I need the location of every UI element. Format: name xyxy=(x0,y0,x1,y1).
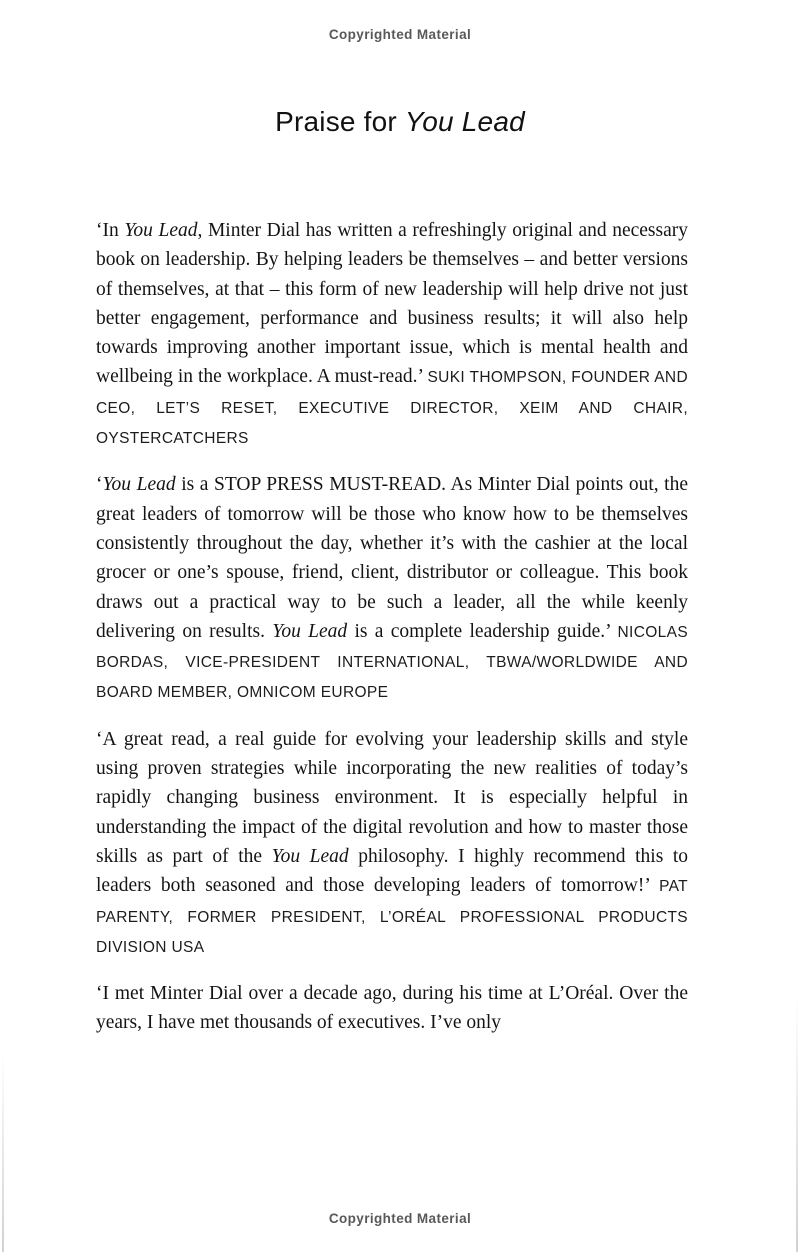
page-edge-left xyxy=(2,1052,4,1252)
quote-attribution: NICOLAS BORDAS, VICE-PRESIDENT INTERNATIONAL, TBWA/WORLDWIDE AND BOARD MEMBER, OMNICOM EUROPE xyxy=(96,623,689,702)
quote-text: ‘In xyxy=(96,220,125,241)
book-title-mention: You Lead xyxy=(272,620,348,642)
quote-attribution: SUKI THOMPSON, FOUNDER AND CEO, LET’S RESET, EXECUTIVE DIRECTOR, XEIM AND CHAIR, OYSTERCATCHERS xyxy=(96,369,688,448)
page-edge-right xyxy=(796,992,798,1252)
quote-attribution: PAT PARENTY, FORMER PRESIDENT, L’ORÉAL PROFESSIONAL PRODUCTS DIVISION USA xyxy=(96,878,688,956)
quote-text: ‘I met Minter Dial over a decade ago, during his time at L’Oréal. Over the years, I have met thousands of executives. I’ve only xyxy=(96,983,688,1034)
quote-text: ‘ xyxy=(96,474,103,496)
quote-text: philosophy. I highly recommend this to leaders both seasoned and those developing leaders of tomorrow!’ xyxy=(96,845,688,897)
praise-quote-4 xyxy=(96,979,688,1038)
quote-text: is a STOP PRESS MUST-READ. As Minter Dial points out, the great leaders of tomorrow will be those who know how to be themselves consistently throughout the day, whether it’s with the cashier at the local grocer or one’s spouse, friend, client, distributor or colleague. This book draws out a practical way to be such a leader, all the while keenly delivering on results. xyxy=(96,474,689,642)
quote-text: is a complete leadership guide.’ xyxy=(347,620,618,642)
praise-quote-3 xyxy=(96,725,688,962)
book-title-mention: You Lead xyxy=(102,474,176,496)
page-title-prefix: Praise for xyxy=(275,106,405,137)
copyright-notice-bottom: Copyrighted Material xyxy=(328,1211,472,1226)
book-title-mention: You Lead xyxy=(271,845,349,867)
copyright-notice-top: Copyrighted Material xyxy=(328,27,472,42)
praise-quote-2 xyxy=(96,470,688,707)
quote-text: , Minter Dial has written a refreshingly original and necessary book on leadership. By helping leaders be themselves – and better versions of themselves, at that – this form of new leadership will help drive not just better engagement, performance and business results; it will also help towards improving another important issue, which is mental health and wellbeing in the workplace. A must-read.’ xyxy=(96,220,688,388)
praise-quote-1 xyxy=(96,216,688,453)
book-title-mention: You Lead xyxy=(124,220,198,241)
page-title xyxy=(0,106,800,138)
quote-text: ‘A great read, a real guide for evolving your leadership skills and style using proven strategies while incorporating the new realities of today’s rapidly changing business environment. It is especially helpful in understanding the impact of the digital revolution and how to master those skills as part of the xyxy=(96,728,688,867)
praise-quotes-section xyxy=(96,216,688,1055)
book-title-italic: You Lead xyxy=(404,106,525,137)
